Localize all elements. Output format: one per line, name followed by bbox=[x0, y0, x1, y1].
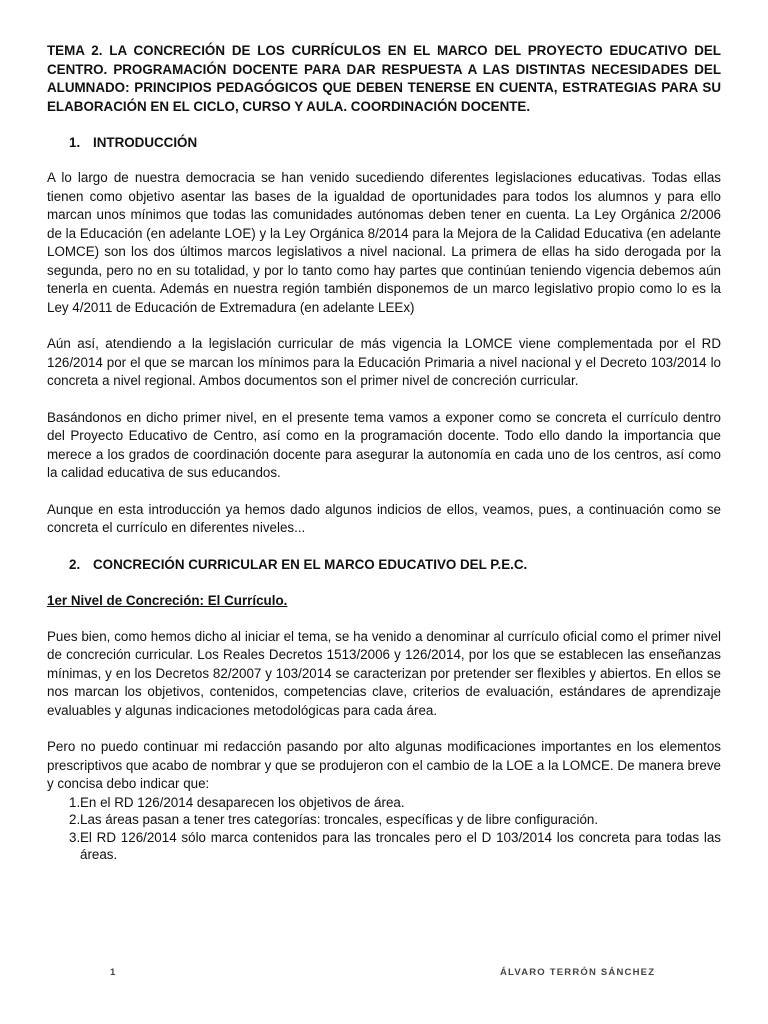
subheading: 1er Nivel de Concreción: El Currículo. bbox=[47, 592, 288, 608]
document-title: TEMA 2. LA CONCRECIÓN DE LOS CURRÍCULOS EN EL MARCO DEL PROYECTO EDUCATIVO DEL CENTRO. PROGRAMACIÓN DOCENTE PARA DAR RESPUESTA A LAS DISTINTAS NECESIDADES DEL ALUMNADO: PRINCIPIOS PEDAGÓGICOS QUE DEBEN TENERSE EN CUENTA, ESTRATEGIAS PARA SU ELABORACIÓN EN EL CICLO, CURSO Y AULA. COORDINACIÓN DOCENTE. bbox=[47, 43, 721, 114]
section-number: 2. bbox=[69, 556, 81, 572]
paragraph: Pues bien, como hemos dicho al iniciar el tema, se ha venido a denominar al currículo oficial como el primer nivel de concreción curricular. Los Reales Decretos 1513/2006 y 126/2014, por los que se establecen las enseñanzas mínimas, y en los Decretos 82/2007 y 103/2014 se caracterizan por pretender ser flexibles y abiertos. En ellos se nos marcan los objetivos, contenidos, competencias clave, criterios de evaluación, estándares de aprendizaje evaluables y algunas indicaciones metodológicas para cada área. bbox=[47, 628, 721, 718]
section-number: 1. bbox=[69, 135, 81, 151]
list-item: 1. En el RD 126/2014 desaparecen los objetivos de área. bbox=[69, 794, 405, 810]
paragraph: Aunque en esta introducción ya hemos dado algunos indicios de ellos, veamos, pues, a continuación como se concreta el currículo en diferentes niveles... bbox=[47, 501, 721, 536]
numbered-list bbox=[47, 794, 721, 864]
paragraph: Aún así, atendiendo a la legislación curricular de más vigencia la LOMCE viene complementada por el RD 126/2014 por el que se marcan los mínimos para la Educación Primaria a nivel nacional y el Decreto 103/2014 lo concreta a nivel regional. Ambos documentos son el primer nivel de concreción curricular. bbox=[47, 336, 721, 389]
author-name: ÁLVARO TERRÓN SÁNCHEZ bbox=[500, 967, 656, 978]
list-item: 2. Las áreas pasan a tener tres categorías: troncales, específicas y de libre configuración. bbox=[69, 812, 599, 828]
paragraph: A lo largo de nuestra democracia se han venido sucediendo diferentes legislaciones educativas. Todas ellas tienen como objetivo asentar las bases de la igualdad de oportunidades para todos los alumnos y para ello marcan unos mínimos que todas las comunidades autónomas deben tener en cuenta. La Ley Orgánica 2/2006 de la Educación (en adelante LOE) y la Ley Orgánica 8/2014 para la Mejora de la Calidad Educativa (en adelante LOMCE) son los dos últimos marcos legislativos a nivel nacional. La primera de ellas ha sido derogada por la segunda, pero no en su totalidad, y por lo tanto como hay partes que continúan teniendo vigencia debemos aún tenerla en cuenta. Además en nuestra región también disponemos de un marco legislativo propio como lo es la Ley 4/2011 de Educación de Extremadura (en adelante LEEx) bbox=[47, 170, 721, 315]
list-item: 3. El RD 126/2014 sólo marca contenidos para las troncales pero el D 103/2014 los concreta para todas las áreas. bbox=[69, 829, 721, 863]
paragraph: Pero no puedo continuar mi redacción pasando por alto algunas modificaciones importantes en los elementos prescriptivos que acabo de nombrar y que se produjeron con el cambio de la LOE a la LOMCE. De manera breve y concisa debo indicar que: bbox=[47, 739, 721, 792]
section-heading-introduccion bbox=[47, 134, 721, 152]
paragraph: Basándonos en dicho primer nivel, en el presente tema vamos a exponer como se concreta el currículo dentro del Proyecto Educativo de Centro, así como en la programación docente. Todo ello dando la importancia que merece a los grados de coordinación docente para asegurar la autonomía en cada uno de los centros, así como la calidad educativa de sus educandos. bbox=[47, 409, 721, 481]
page-number: 1 bbox=[110, 967, 116, 978]
section-heading-concrecion bbox=[47, 556, 721, 574]
section-title: CONCRECIÓN CURRICULAR EN EL MARCO EDUCATIVO DEL P.E.C. bbox=[93, 556, 528, 572]
page-footer bbox=[0, 967, 768, 983]
document-page bbox=[47, 42, 721, 864]
section-title: INTRODUCCIÓN bbox=[93, 135, 198, 151]
